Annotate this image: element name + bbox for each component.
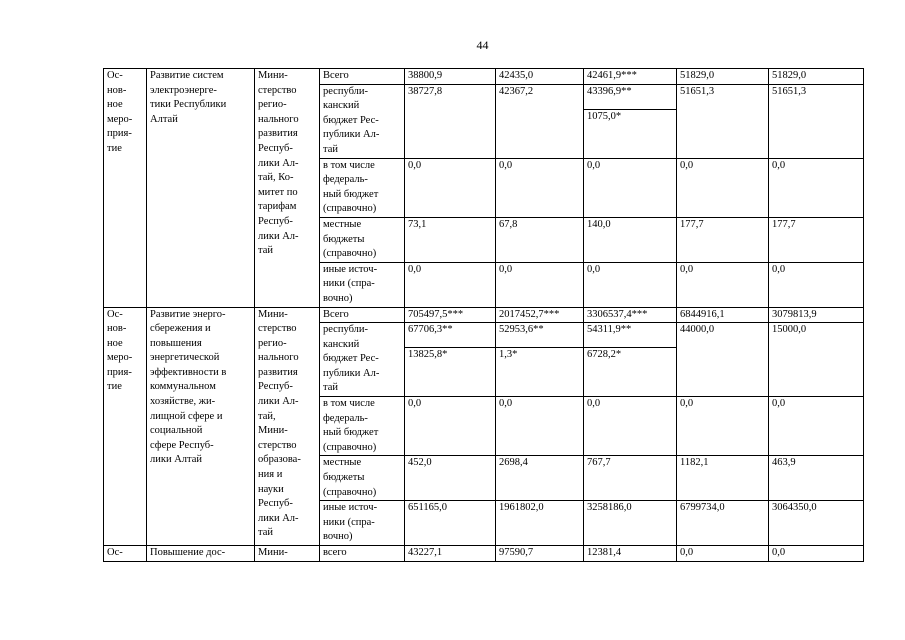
executor-cell: Мини- — [255, 546, 320, 562]
source-label-cell: Всего — [320, 69, 405, 85]
value-cell: 1182,1 — [677, 456, 769, 501]
value-cell: 0,0 — [405, 158, 496, 217]
table-row — [104, 69, 864, 85]
value-cell: 13825,8* — [405, 348, 496, 397]
budget-table — [103, 68, 864, 562]
value-cell: 42461,9*** — [584, 69, 677, 85]
value-cell: 3258186,0 — [584, 501, 677, 546]
value-cell: 54311,9** — [584, 323, 677, 348]
value-cell: 651165,0 — [405, 501, 496, 546]
value-cell: 0,0 — [769, 158, 864, 217]
value-cell: 0,0 — [405, 397, 496, 456]
activity-type-cell: Ос- нов- ное меро- прия- тие — [104, 307, 147, 546]
source-label-cell: республи- канский бюджет Рес- публики Ал- тай — [320, 84, 405, 158]
table-row — [104, 546, 864, 562]
source-label-cell: в том числе федераль- ный бюджет (справочно) — [320, 397, 405, 456]
value-cell: 177,7 — [677, 217, 769, 262]
value-cell: 0,0 — [677, 546, 769, 562]
value-cell: 67706,3** — [405, 323, 496, 348]
value-cell: 12381,4 — [584, 546, 677, 562]
value-cell: 0,0 — [584, 158, 677, 217]
value-cell: 3064350,0 — [769, 501, 864, 546]
value-cell: 1961802,0 — [496, 501, 584, 546]
value-cell: 51829,0 — [677, 69, 769, 85]
value-cell: 177,7 — [769, 217, 864, 262]
value-cell: 6844916,1 — [677, 307, 769, 323]
activity-type-cell: Ос- — [104, 546, 147, 562]
value-cell: 0,0 — [496, 158, 584, 217]
executor-cell: Мини- стерство регио- нального развития Респуб- лики Ал- тай, Ко- митет по тарифам Респуб- лики Ал- тай — [255, 69, 320, 308]
value-cell: 0,0 — [769, 397, 864, 456]
value-cell: 0,0 — [584, 397, 677, 456]
source-label-cell: Всего — [320, 307, 405, 323]
value-cell: 0,0 — [677, 262, 769, 307]
value-cell: 3079813,9 — [769, 307, 864, 323]
value-cell: 38800,9 — [405, 69, 496, 85]
value-cell: 67,8 — [496, 217, 584, 262]
value-cell: 140,0 — [584, 217, 677, 262]
value-cell: 43396,9** — [584, 84, 677, 109]
value-cell: 43227,1 — [405, 546, 496, 562]
activity-name-cell: Повышение дос- — [147, 546, 255, 562]
value-cell: 2017452,7*** — [496, 307, 584, 323]
value-cell: 6799734,0 — [677, 501, 769, 546]
value-cell: 463,9 — [769, 456, 864, 501]
value-cell: 3306537,4*** — [584, 307, 677, 323]
table-row — [104, 307, 864, 323]
value-cell: 38727,8 — [405, 84, 496, 158]
value-cell: 0,0 — [496, 262, 584, 307]
value-cell: 452,0 — [405, 456, 496, 501]
value-cell: 51651,3 — [677, 84, 769, 158]
value-cell: 0,0 — [769, 546, 864, 562]
value-cell: 44000,0 — [677, 323, 769, 397]
source-label-cell: иные источ- ники (спра- вочно) — [320, 262, 405, 307]
activity-name-cell: Развитие энерго- сбережения и повышения энергетической эффективности в коммунальном хозяйстве, жи- лищной сфере и социальной сфере Респуб- лики Алтай — [147, 307, 255, 546]
value-cell: 705497,5*** — [405, 307, 496, 323]
source-label-cell: всего — [320, 546, 405, 562]
value-cell: 42435,0 — [496, 69, 584, 85]
value-cell: 51651,3 — [769, 84, 864, 158]
value-cell: 97590,7 — [496, 546, 584, 562]
value-cell: 1,3* — [496, 348, 584, 397]
source-label-cell: иные источ- ники (спра- вочно) — [320, 501, 405, 546]
value-cell: 52953,6** — [496, 323, 584, 348]
source-label-cell: в том числе федераль- ный бюджет (справочно) — [320, 158, 405, 217]
value-cell: 51829,0 — [769, 69, 864, 85]
value-cell: 0,0 — [677, 158, 769, 217]
value-cell: 0,0 — [584, 262, 677, 307]
executor-cell: Мини- стерство регио- нального развития Респуб- лики Ал- тай, Мини- стерство образова- ния и науки Респуб- лики Ал- тай — [255, 307, 320, 546]
activity-name-cell: Развитие систем электроэнерге- тики Республики Алтай — [147, 69, 255, 308]
page-number: 44 — [476, 38, 489, 52]
value-cell: 2698,4 — [496, 456, 584, 501]
value-cell: 0,0 — [405, 262, 496, 307]
activity-type-cell: Ос- нов- ное меро- прия- тие — [104, 69, 147, 308]
value-cell: 42367,2 — [496, 84, 584, 158]
value-cell: 767,7 — [584, 456, 677, 501]
value-cell: 0,0 — [496, 397, 584, 456]
value-cell: 0,0 — [769, 262, 864, 307]
source-label-cell: местные бюджеты (справочно) — [320, 456, 405, 501]
value-cell: 6728,2* — [584, 348, 677, 397]
source-label-cell: республи- канский бюджет Рес- публики Ал- тай — [320, 323, 405, 397]
value-cell: 15000,0 — [769, 323, 864, 397]
source-label-cell: местные бюджеты (справочно) — [320, 217, 405, 262]
value-cell: 1075,0* — [584, 109, 677, 158]
value-cell: 73,1 — [405, 217, 496, 262]
value-cell: 0,0 — [677, 397, 769, 456]
